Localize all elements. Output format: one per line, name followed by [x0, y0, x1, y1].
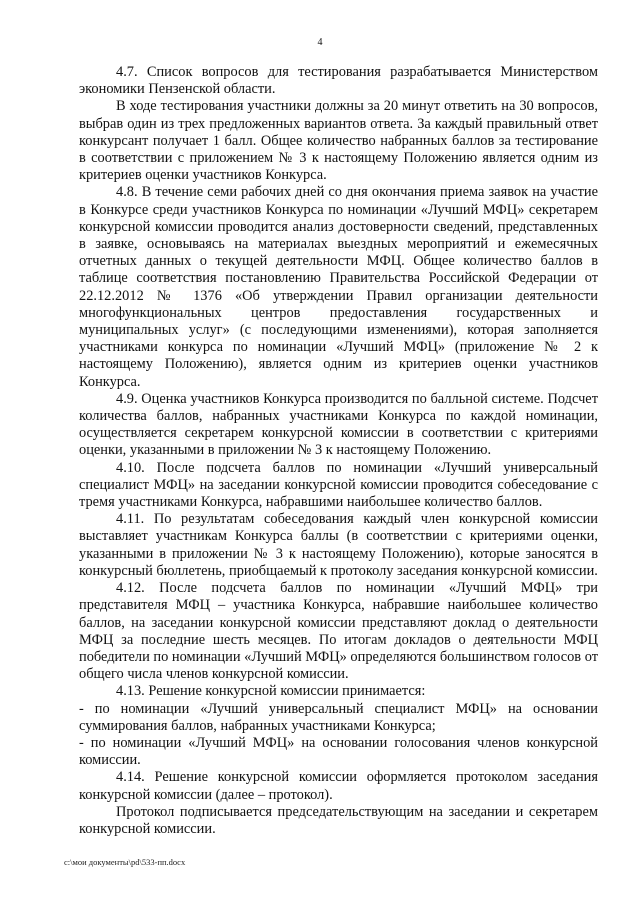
paragraph-4-7: 4.7. Список вопросов для тестирования разрабатывается Министерством экономики Пензенской области. [79, 64, 598, 98]
paragraph-4-10: 4.10. После подсчета баллов по номинации «Лучший универсальный специалист МФЦ» на заседании конкурсной комиссии проводится собеседование с тремя участниками Конкурса, набравшими наибольшее количество баллов. [79, 459, 598, 511]
paragraph-4-11: 4.11. По результатам собеседования каждый член конкурсной комиссии выставляет участникам Конкурса баллы (в соответствии с критериями оценки, указанными в приложении № 3 к настоящему Положению), которые заносятся в конкурсный бюллетень, приобщаемый к протоколу заседания конкурсной комиссии. [79, 511, 598, 579]
page-number: 4 [317, 37, 323, 48]
paragraph-4-12: 4.12. После подсчета баллов по номинации «Лучший МФЦ» три представителя МФЦ – участника Конкурса, набравшие наибольшее количество баллов, на заседании конкурсной комиссии представляют доклад о деятельности МФЦ за последние шесть месяцев. По итогам докладов о деятельности МФЦ победители по номинации «Лучший МФЦ» определяются большинством голосов от общего числа членов конкурсной комиссии. [79, 580, 598, 683]
paragraph-4-13: 4.13. Решение конкурсной комиссии принимается: [116, 683, 426, 700]
paragraph-protocol: Протокол подписывается председательствующим на заседании и секретарем конкурсной комиссии. [79, 803, 598, 837]
paragraph-testing: В ходе тестирования участники должны за 20 минут ответить на 30 вопросов, выбрав один из трех предложенных вариантов ответа. За каждый правильный ответ конкурсант получает 1 балл. Общее количество набранных баллов за тестирование в соответствии с приложением № 3 к настоящему Положению является одним из критериев оценки участников Конкурса. [79, 98, 598, 184]
paragraph-4-9: 4.9. Оценка участников Конкурса производится по балльной системе. Подсчет количества баллов, набранных участниками Конкурса по каждой номинации, осуществляется секретарем конкурсной комиссии в соответствии с критериями оценки, указанными в приложении № 3 к настоящему Положению. [79, 390, 598, 459]
paragraph-4-14: 4.14. Решение конкурсной комиссии оформляется протоколом заседания конкурсной комиссии (далее – протокол). [79, 769, 598, 803]
paragraph-4-8: 4.8. В течение семи рабочих дней со дня окончания приема заявок на участие в Конкурсе среди участников Конкурса по номинации «Лучший МФЦ» секретарем конкурсной комиссии проводится анализ достоверности сведений, представленных в заявке, основываясь на материалах выездных мероприятий и ежемесячных отчетных данных о текущей деятельности МФЦ. Общее количество баллов в таблице соответствия постановлению Правительства Российской Федерации от 22.12.2012 № 1376 «Об утверждении Правил организации деятельности многофункциональных центров предоставления государственных и муниципальных услуг» (с последующими изменениями), которая заполняется участниками конкурса по номинации «Лучший МФЦ» (приложение № 2 к настоящему Положению), является одним из критериев оценки участников Конкурса. [79, 184, 598, 390]
document-body [79, 64, 598, 838]
footer-file-path: c:\мои документы\pd\533-пп.docx [64, 857, 186, 867]
list-item: - по номинации «Лучший универсальный специалист МФЦ» на основании суммирования баллов, набранных участниками Конкурса; [79, 700, 598, 734]
list-item: - по номинации «Лучший МФЦ» на основании голосования членов конкурсной комиссии. [79, 734, 598, 769]
